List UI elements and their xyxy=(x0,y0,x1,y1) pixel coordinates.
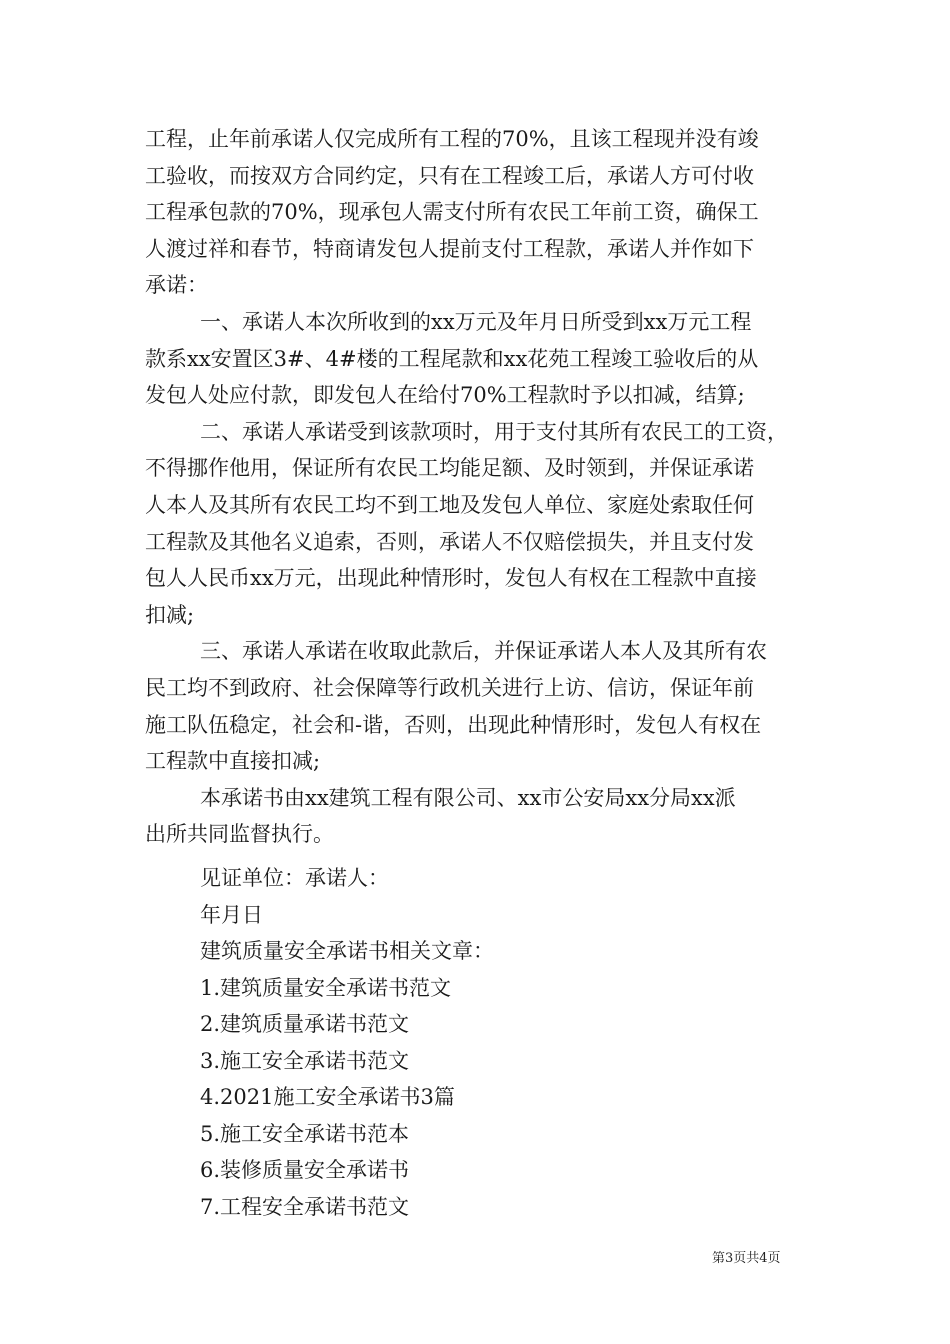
paragraph-5 xyxy=(145,780,815,853)
text-line: 施工队伍稳定，社会和-谐，否则，出现此种情形时，发包人有权在 xyxy=(145,712,762,737)
related-article-link[interactable]: 6.装修质量安全承诺书 xyxy=(200,1158,410,1182)
witness-line: 见证单位：承诺人： xyxy=(200,866,389,890)
related-article-link[interactable]: 2.建筑质量承诺书范文 xyxy=(200,1012,410,1036)
text-line: 二、承诺人承诺受到该款项时，用于支付其所有农民工的工资， xyxy=(200,419,788,444)
related-article-link[interactable]: 1.建筑质量安全承诺书范文 xyxy=(200,975,452,1000)
related-article-link[interactable]: 5.施工安全承诺书范本 xyxy=(200,1121,410,1146)
related-article-link[interactable]: 7.工程安全承诺书范文 xyxy=(200,1194,410,1219)
paragraph-4 xyxy=(145,633,815,779)
text-line: 工验收，而按双方合同约定，只有在工程竣工后，承诺人方可付收 xyxy=(145,163,754,188)
text-line: 人渡过祥和春节，特商请发包人提前支付工程款，承诺人并作如下 xyxy=(145,236,754,261)
signature-and-related xyxy=(200,860,800,1225)
text-line: 不得挪作他用，保证所有农民工均能足额、及时领到，并保证承诺 xyxy=(145,456,754,481)
document-body xyxy=(145,121,815,853)
text-line: 包人人民币xx万元，出现此种情形时，发包人有权在工程款中直接 xyxy=(145,566,757,591)
paragraph-1 xyxy=(145,121,815,304)
text-line: 工程承包款的70%，现承包人需支付所有农民工年前工资，确保工 xyxy=(145,200,759,225)
text-line: 承诺： xyxy=(145,273,208,298)
text-line: 工程款及其他名义追索，否则，承诺人不仅赔偿损失，并且支付发 xyxy=(145,529,754,554)
related-heading: 建筑质量安全承诺书相关文章： xyxy=(200,939,494,963)
related-article-link[interactable]: 3.施工安全承诺书范文 xyxy=(200,1048,410,1073)
text-line: 出所共同监督执行。 xyxy=(145,822,334,847)
text-line: 本承诺书由xx建筑工程有限公司、xx市公安局xx分局xx派 xyxy=(200,785,736,810)
text-line: 扣减; xyxy=(145,602,195,627)
related-article-link[interactable]: 4.2021施工安全承诺书3篇 xyxy=(200,1085,455,1109)
text-line: 三、承诺人承诺在收取此款后，并保证承诺人本人及其所有农 xyxy=(200,639,767,664)
text-line: 工程款中直接扣减; xyxy=(145,749,321,774)
paragraph-2 xyxy=(145,304,815,414)
text-line: 工程，止年前承诺人仅完成所有工程的70%，且该工程现并没有竣 xyxy=(145,127,759,151)
text-line: 款系xx安置区3#、4#楼的工程尾款和xx花苑工程竣工验收后的从 xyxy=(145,346,759,371)
page-number: 第3页共4页 xyxy=(712,1251,781,1266)
text-line: 发包人处应付款，即发包人在给付70%工程款时予以扣减，结算; xyxy=(145,383,745,408)
text-line: 民工均不到政府、社会保障等行政机关进行上访、信访，保证年前 xyxy=(145,675,754,700)
text-line: 一、承诺人本次所收到的xx万元及年月日所受到xx万元工程 xyxy=(200,309,752,334)
text-line: 人本人及其所有农民工均不到工地及发包人单位、家庭处索取任何 xyxy=(145,492,754,517)
date-line: 年月日 xyxy=(200,902,263,927)
paragraph-3 xyxy=(145,414,815,634)
